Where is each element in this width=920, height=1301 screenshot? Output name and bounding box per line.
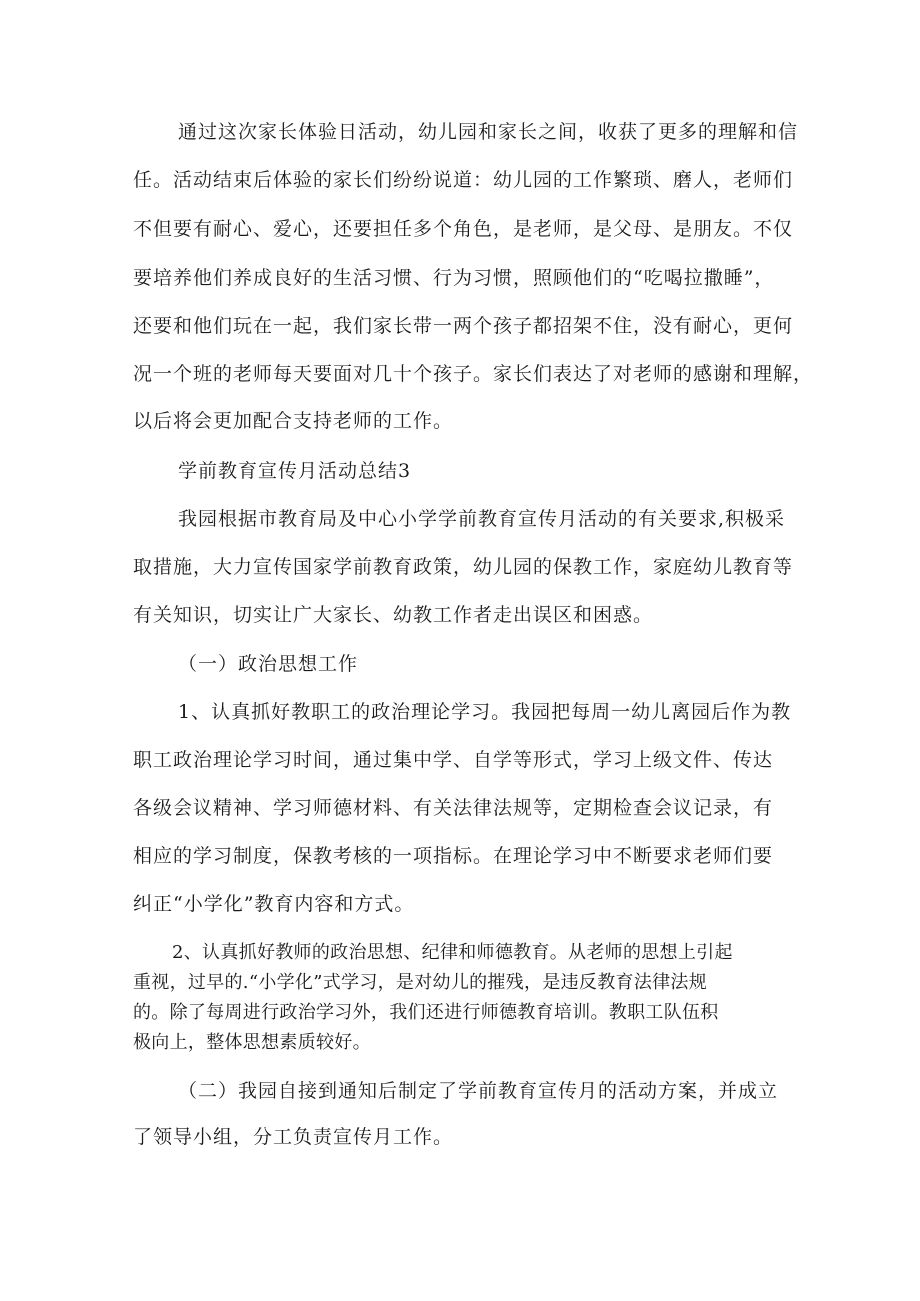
paragraph-line: 我园根据市教育局及中心小学学前教育宣传月活动的有关要求,积极采 <box>178 508 786 530</box>
section-heading: 学前教育宣传月活动总结3 <box>178 460 412 482</box>
paragraph-line: 不但要有耐心、爱心，还要担任多个角色，是老师，是父母、是朋友。不仅 <box>133 218 794 240</box>
paragraph-line: 相应的学习制度，保教考核的一项指标。在理论学习中不断要求老师们要 <box>133 845 774 867</box>
paragraph-line: （二）我园自接到通知后制定了学前教育宣传月的活动方案，并成立 <box>178 1080 779 1102</box>
paragraph-line: 通过这次家长体验日活动，幼儿园和家长之间，收获了更多的理解和信 <box>178 121 799 143</box>
paragraph-line: 2、认真抓好教师的政治思想、纪律和师德教育。从老师的思想上引起 <box>172 942 733 963</box>
paragraph-line: 任。活动结束后体验的家长们纷纷说道：幼儿园的工作繁琐、磨人，老师们 <box>133 169 794 191</box>
paragraph-line: 重视，过早的.“小学化”式学习，是对幼儿的摧残，是违反教育法律法规 <box>133 972 708 993</box>
paragraph-line: 各级会议精神、学习师德材料、有关法律法规等，定期检查会议记录，有 <box>133 797 774 819</box>
paragraph-line: 的。除了每周进行政治学习外，我们还进行师德教育培训。教职工队伍积 <box>133 1002 719 1023</box>
paragraph-line: 要培养他们养成良好的生活习惯、行为习惯，照顾他们的“吃喝拉撒睡”， <box>133 267 775 289</box>
paragraph-line: 了领导小组，分工负责宣传月工作。 <box>133 1126 454 1148</box>
paragraph-line: 况一个班的老师每天要面对几十个孩子。家长们表达了对老师的感谢和理解， <box>133 363 814 385</box>
subsection-heading: （一）政治思想工作 <box>178 653 359 675</box>
paragraph-line: 职工政治理论学习时间，通过集中学、自学等形式，学习上级文件、传达 <box>133 749 774 771</box>
paragraph-line: 取措施，大力宣传国家学前教育政策，幼儿园的保教工作，家庭幼儿教育等 <box>133 556 794 578</box>
paragraph-line: 极向上，整体思想素质较好。 <box>133 1032 371 1053</box>
paragraph-line: 以后将会更加配合支持老师的工作。 <box>133 410 454 432</box>
paragraph-line: 1、认真抓好教职工的政治理论学习。我园把每周一幼儿离园后作为教 <box>178 701 792 723</box>
paragraph-line: 还要和他们玩在一起，我们家长带一两个孩子都招架不住，没有耐心，更何 <box>133 315 794 337</box>
paragraph-line: 纠正“小学化”教育内容和方式。 <box>133 893 415 915</box>
paragraph-line: 有关知识，切实让广大家长、幼教工作者走出误区和困惑。 <box>133 604 654 626</box>
